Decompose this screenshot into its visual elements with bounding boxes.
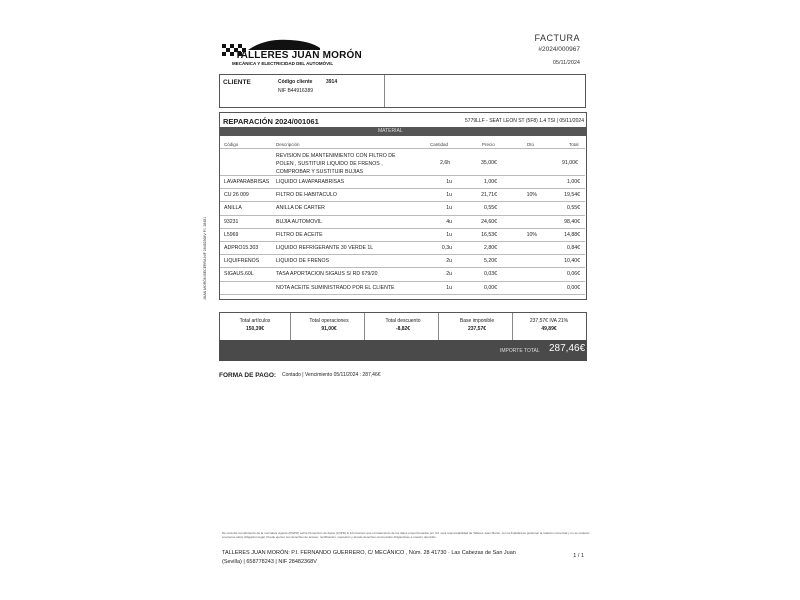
row-price: 1,00€ [484, 179, 497, 185]
row-price: 0,00€ [484, 284, 497, 291]
row-desc: BUJIA AUTOMOVIL [276, 218, 323, 225]
col-header-total: Total [569, 142, 579, 147]
row-separator [220, 294, 585, 295]
row-code: L5969 [224, 231, 239, 238]
total-articles-label: Total artículos [239, 318, 271, 324]
tax-base-label: Base imponible [459, 318, 495, 324]
repair-box [219, 112, 587, 300]
total-articles-value: 150,39€ [245, 326, 265, 332]
row-price: 5,20€ [484, 258, 497, 265]
total-discount-value: -8,82€ [395, 326, 411, 332]
row-total: 1,00€ [567, 179, 580, 185]
row-separator [220, 201, 585, 202]
row-separator [220, 215, 585, 216]
legal-notice: De cara del cumplimiento de la normativa vigente (RGPD) sobre Protección de datos (LOPD) le informamos que el tratamiento de los datos proporcionados por Ud. será responsabilidad de Talleres Juan Morón, con la finalidad de gestionar la relación comercial y no se cederán a terceros salvo obligación legal. Puede ejercer sus derechos de acceso, rectificación, supresión y demás derechos reconocidos dirigiéndose a nuestro domicilio. [222, 531, 590, 539]
repair-title: REPARACIÓN 2024/001061 [223, 117, 319, 126]
row-separator [220, 188, 585, 189]
row-qty: 1u [446, 205, 452, 212]
row-separator [220, 228, 585, 229]
iva-label: 237,57€ IVA 21% [529, 318, 569, 324]
row-price: 21,71€ [481, 192, 497, 199]
company-name: TALLERES JUAN MORÓN [235, 50, 362, 61]
row-dto: 10% [526, 231, 537, 238]
row-price: 0,55€ [484, 205, 497, 212]
row-code: ANILLA [224, 205, 242, 212]
row-separator [220, 241, 585, 242]
row-desc: FILTRO DE HABITACULO [276, 192, 337, 199]
description-line: COMPROBAR Y SUSTITUIR BUJIAS [276, 169, 364, 175]
total-operations-value: 91,00€ [321, 326, 337, 332]
invoice-date: 05/11/2024 [552, 60, 580, 66]
row-code: ADPRO15.303 [224, 245, 259, 251]
client-nif: NIF B44916389 [278, 88, 314, 94]
row-total: 0,06€ [567, 271, 580, 278]
client-code-label: Código cliente [278, 79, 313, 85]
row-dto: 10% [526, 192, 537, 199]
row-desc: LIQUIDO DE FRENOS [276, 258, 330, 265]
row-total: 91,00€ [562, 160, 578, 166]
row-code: LIQUIFRENOS [224, 258, 260, 265]
col-header-code: Código [224, 142, 239, 147]
row-qty: 2u [446, 271, 452, 278]
import-total-label: IMPORTE TOTAL [500, 348, 540, 354]
row-desc: LIQUIDO REFRIGERANTE 30 VERDE 1L [276, 245, 374, 251]
row-total: 0,55€ [567, 205, 580, 212]
row-qty: 1u [446, 284, 452, 291]
row-separator [220, 254, 585, 255]
car-silhouette-icon [248, 40, 320, 50]
company-tagline: MECÁNICA Y ELECTRICIDAD DEL AUTOMÓVIL [232, 61, 334, 66]
payment-value: Contado | Vencimiento 05/11/2024 : 287,46€ [282, 372, 381, 378]
invoice-number: #2024/000967 [538, 46, 580, 53]
vehicle-info: 5779LLF - SEAT LEON ST (5F8) 1.4 TSI | 05/11/2024 [465, 118, 584, 124]
row-code: 93231 [224, 218, 239, 225]
total-discount-label: Total descuento [385, 318, 421, 324]
row-desc: NOTA ACEITE SUMINISTRADO POR EL CLIENTE [276, 284, 395, 291]
tax-base-value: 237,57€ [467, 326, 487, 332]
row-qty: 2,6h [440, 160, 451, 166]
client-label: CLIENTE [223, 79, 251, 86]
row-code: LAVAPARABRISAS [224, 179, 270, 185]
footer-address: TALLERES JUAN MORÓN: P.I. FERNANDO GUERRERO, C/ MECÁNICO , Núm. 28 41730 · Las Cabezas de San Juan [222, 550, 516, 556]
col-header-qty: Cantidad [430, 142, 449, 147]
footer-contact: (Sevilla) | 658778243 | NIF 28482368V [222, 559, 317, 565]
row-description-multiline [276, 152, 426, 176]
col-header-price: Precio [482, 142, 495, 147]
row-total: 98,40€ [564, 218, 580, 225]
total-operations-label: Total operaciones [309, 318, 349, 324]
row-qty: 2u [446, 258, 452, 265]
client-box [219, 74, 586, 108]
row-qty: 1u [446, 192, 452, 199]
row-desc: ANILLA DE CARTER [276, 205, 325, 212]
row-separator [220, 281, 585, 282]
row-total: 19,54€ [564, 192, 580, 199]
row-desc: LIQUIDO LAVAPARABRISAS [276, 179, 345, 185]
row-code: CU 26 009 [224, 192, 249, 199]
row-desc: FILTRO DE ACEITE [276, 231, 323, 238]
col-header-description: Descripción [276, 142, 300, 147]
row-total: 14,88€ [564, 231, 580, 238]
row-qty: 1u [446, 179, 452, 185]
row-total: 0,00€ [567, 284, 580, 291]
row-desc: TASA APORTACION SIGAUS S/ RD 679/20 [276, 271, 378, 278]
row-separator [220, 267, 585, 268]
col-header-dto: Dto [527, 142, 535, 147]
row-separator [220, 175, 585, 176]
row-code: SIGAUS.60L [224, 271, 254, 278]
document-type: FACTURA [534, 33, 580, 43]
client-code-value: 3914 [326, 79, 338, 85]
row-total: 0,84€ [567, 245, 580, 251]
iva-value: 49,89€ [541, 326, 557, 332]
section-band [219, 127, 587, 136]
row-price: 35,00€ [481, 160, 497, 166]
description-line: POLEN , SUSTITUIR LIQUIDO DE FRENOS , [276, 161, 383, 167]
row-qty: 0,3u [441, 245, 452, 251]
row-total: 10,40€ [564, 258, 580, 265]
row-qty: 1u [446, 231, 452, 238]
section-band-label: MATERIAL [378, 128, 403, 134]
import-total-value: 287,46€ [549, 343, 586, 354]
row-price: 0,03€ [484, 271, 497, 278]
page-number: 1 / 1 [573, 553, 584, 559]
side-registration-text: JUAN MORÓN BECERRA NIF 28482368V P.I. 28481 [203, 216, 207, 300]
row-price: 24,60€ [481, 218, 497, 225]
row-price: 2,80€ [484, 245, 497, 251]
row-price: 16,53€ [481, 231, 497, 238]
payment-label: FORMA DE PAGO: [219, 372, 277, 379]
row-qty: 4u [446, 218, 452, 225]
description-line: REVISION DE MANTENIMIENTO CON FILTRO DE [276, 153, 396, 159]
row-separator [220, 148, 585, 149]
